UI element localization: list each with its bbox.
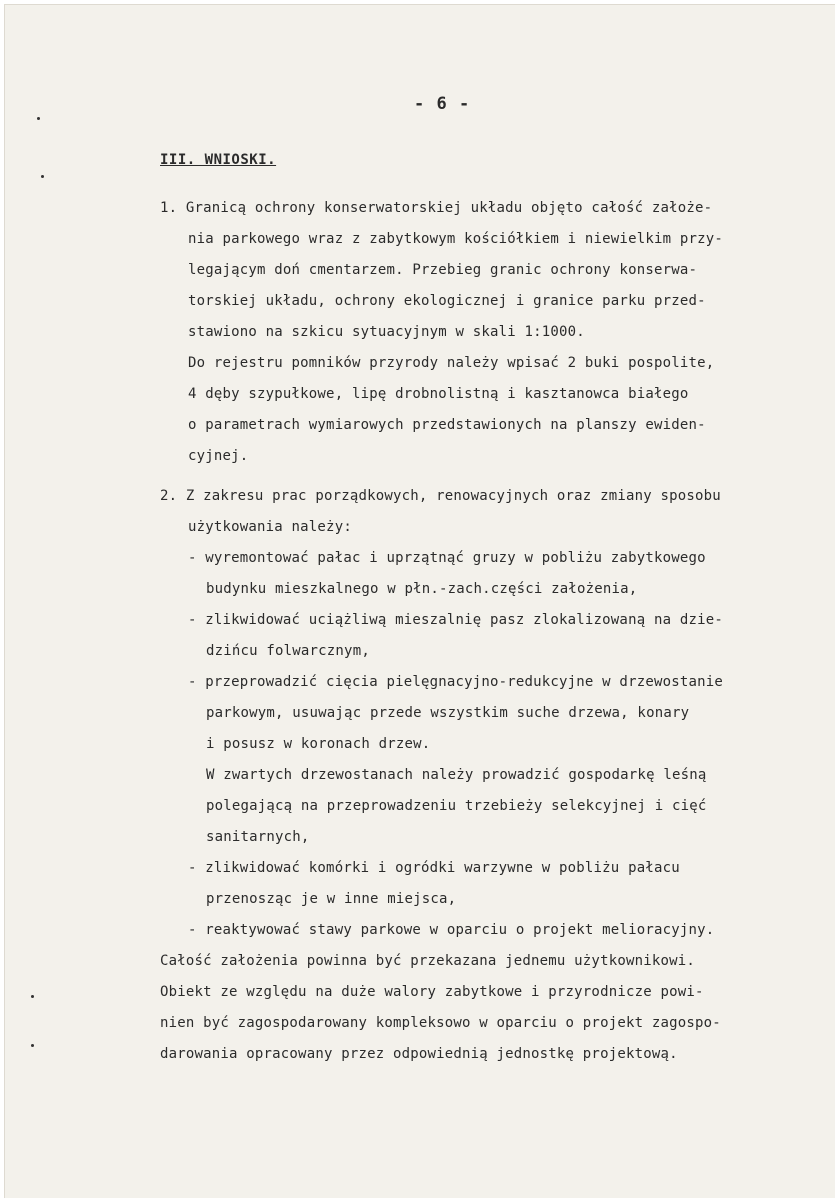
text-line: Do rejestru pomników przyrody należy wpisać 2 buki pospolite, xyxy=(188,355,715,371)
page-number: - 6 - xyxy=(414,94,471,114)
text-line: stawiono na szkicu sytuacyjnym w skali 1:1000. xyxy=(188,324,585,340)
margin-mark xyxy=(31,1044,34,1047)
text-line: Obiekt ze względu na duże walory zabytkowe i przyrodnicze powi- xyxy=(160,984,704,1000)
text-line: sanitarnych, xyxy=(206,829,310,845)
text-line: W zwartych drzewostanach należy prowadzić gospodarkę leśną xyxy=(206,767,707,783)
text-line: nia parkowego wraz z zabytkowym kościółkiem i niewielkim przy- xyxy=(188,231,723,247)
text-line: legającym doń cmentarzem. Przebieg granic ochrony konserwa- xyxy=(188,262,698,278)
text-line: i posusz w koronach drzew. xyxy=(206,736,431,752)
text-line: - reaktywować stawy parkowe w oparciu o projekt melioracyjny. xyxy=(188,922,715,938)
text-line: - wyremontować pałac i uprzątnąć gruzy w pobliżu zabytkowego xyxy=(188,550,706,566)
margin-mark xyxy=(37,117,40,120)
text-line: - zlikwidować uciążliwą mieszalnię pasz zlokalizowaną na dzie- xyxy=(188,612,723,628)
text-line: 1. Granicą ochrony konserwatorskiej układu objęto całość założe- xyxy=(160,200,713,216)
text-line: darowania opracowany przez odpowiednią jednostkę projektową. xyxy=(160,1046,678,1062)
text-line: cyjnej. xyxy=(188,448,249,464)
text-line: 4 dęby szypułkowe, lipę drobnolistną i kasztanowca białego xyxy=(188,386,689,402)
text-line: - przeprowadzić cięcia pielęgnacyjno-redukcyjne w drzewostanie xyxy=(188,674,723,690)
text-line: torskiej układu, ochrony ekologicznej i granice parku przed- xyxy=(188,293,706,309)
section-heading: III. WNIOSKI. xyxy=(160,152,277,168)
text-line: 2. Z zakresu prac porządkowych, renowacyjnych oraz zmiany sposobu xyxy=(160,488,721,504)
text-line: nien być zagospodarowany kompleksowo w oparciu o projekt zagospo- xyxy=(160,1015,721,1031)
text-line: polegającą na przeprowadzeniu trzebieży selekcyjnej i cięć xyxy=(206,798,707,814)
text-line: o parametrach wymiarowych przedstawionych na planszy ewiden- xyxy=(188,417,706,433)
margin-mark xyxy=(31,995,34,998)
text-line: przenosząc je w inne miejsca, xyxy=(206,891,457,907)
margin-mark xyxy=(41,175,44,178)
text-line: dzińcu folwarcznym, xyxy=(206,643,370,659)
text-line: budynku mieszkalnego w płn.-zach.części założenia, xyxy=(206,581,638,597)
text-line: użytkowania należy: xyxy=(188,519,352,535)
text-line: parkowym, usuwając przede wszystkim suche drzewa, konary xyxy=(206,705,690,721)
text-line: Całość założenia powinna być przekazana jednemu użytkownikowi. xyxy=(160,953,695,969)
text-line: - zlikwidować komórki i ogródki warzywne w pobliżu pałacu xyxy=(188,860,680,876)
document-page xyxy=(4,4,835,1198)
